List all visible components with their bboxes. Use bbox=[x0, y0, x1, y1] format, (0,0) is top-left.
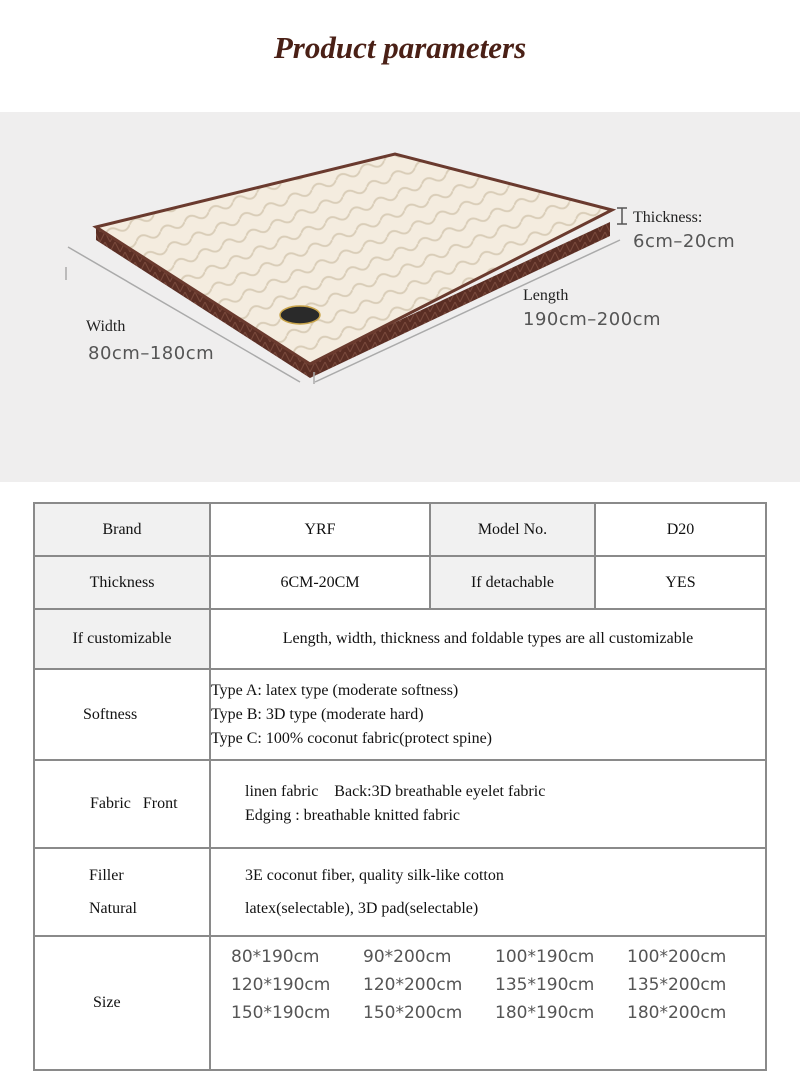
customizable-label: If customizable bbox=[34, 609, 210, 669]
filler-line: latex(selectable), 3D pad(selectable) bbox=[245, 900, 479, 917]
fabric-label: Fabric Front bbox=[34, 760, 210, 848]
softness-label: Softness bbox=[34, 669, 210, 760]
size-item: 180*200cm bbox=[627, 1003, 727, 1023]
table-row bbox=[34, 556, 766, 609]
table-row bbox=[34, 669, 766, 760]
parameters-table bbox=[33, 502, 767, 1071]
size-item: 120*200cm bbox=[363, 975, 463, 995]
size-item: 150*200cm bbox=[363, 1003, 463, 1023]
mattress-image-panel bbox=[0, 112, 800, 482]
size-item: 135*200cm bbox=[627, 975, 727, 995]
size-grid bbox=[211, 937, 765, 1033]
filler-value bbox=[210, 848, 766, 936]
size-item: 180*190cm bbox=[495, 1003, 595, 1023]
size-item: 80*190cm bbox=[231, 947, 320, 967]
softness-line: Type B: 3D type (moderate hard) bbox=[211, 705, 424, 723]
width-label: Width bbox=[86, 318, 126, 335]
thickness-row-value: 6CM-20CM bbox=[210, 556, 430, 609]
model-value: D20 bbox=[595, 503, 766, 556]
thickness-label: Thickness: bbox=[633, 209, 703, 226]
table-row bbox=[34, 609, 766, 669]
filler-label-line: Natural bbox=[89, 900, 137, 917]
size-row bbox=[231, 943, 765, 971]
size-item: 135*190cm bbox=[495, 975, 595, 995]
size-item: 150*190cm bbox=[231, 1003, 331, 1023]
size-value bbox=[210, 936, 766, 1070]
brand-label: Brand bbox=[34, 503, 210, 556]
filler-line: 3E coconut fiber, quality silk-like cotton bbox=[245, 867, 504, 884]
table-row bbox=[34, 936, 766, 1070]
thickness-value: 6cm–20cm bbox=[633, 231, 736, 252]
detachable-label: If detachable bbox=[430, 556, 595, 609]
thickness-row-label: Thickness bbox=[34, 556, 210, 609]
fabric-value bbox=[210, 760, 766, 848]
length-label: Length bbox=[523, 287, 569, 304]
softness-line: Type C: 100% coconut fabric(protect spine) bbox=[211, 729, 493, 747]
length-value: 190cm–200cm bbox=[523, 309, 662, 330]
mattress-illustration bbox=[0, 112, 800, 482]
fabric-line: linen fabric Back:3D breathable eyelet fabric bbox=[245, 783, 546, 800]
softness-value bbox=[210, 669, 766, 760]
table-row bbox=[34, 848, 766, 936]
size-row bbox=[231, 999, 765, 1027]
size-label: Size bbox=[34, 936, 210, 1070]
filler-label-line: Filler bbox=[89, 867, 124, 884]
brand-value: YRF bbox=[210, 503, 430, 556]
customizable-value: Length, width, thickness and foldable types are all customizable bbox=[210, 609, 766, 669]
model-label: Model No. bbox=[430, 503, 595, 556]
size-item: 100*190cm bbox=[495, 947, 595, 967]
fabric-line: Edging : breathable knitted fabric bbox=[245, 807, 461, 824]
detachable-value: YES bbox=[595, 556, 766, 609]
filler-label bbox=[34, 848, 210, 936]
size-item: 90*200cm bbox=[363, 947, 452, 967]
size-item: 120*190cm bbox=[231, 975, 331, 995]
width-value: 80cm–180cm bbox=[88, 343, 215, 364]
page-title: Product parameters bbox=[273, 30, 527, 65]
softness-line: Type A: latex type (moderate softness) bbox=[211, 681, 459, 699]
size-row bbox=[231, 971, 765, 999]
table-row bbox=[34, 503, 766, 556]
table-row bbox=[34, 760, 766, 848]
size-item: 100*200cm bbox=[627, 947, 727, 967]
brand-badge bbox=[280, 306, 320, 324]
